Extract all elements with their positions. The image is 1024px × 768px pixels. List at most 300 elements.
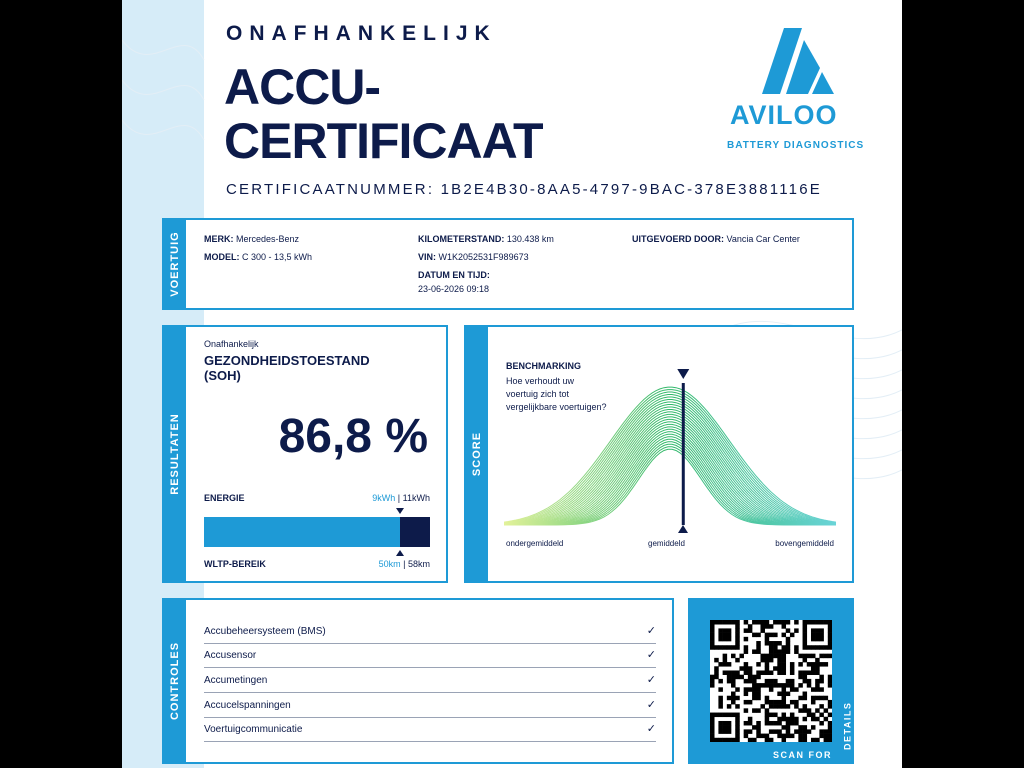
qr-module [790, 662, 795, 667]
model-label: MODEL: [204, 252, 240, 262]
eyebrow-text: ONAFHANKELIJK [226, 22, 497, 45]
qr-module [786, 729, 791, 734]
qr-module [756, 721, 761, 726]
qr-module [803, 624, 808, 629]
qr-module [714, 620, 719, 625]
qr-module [811, 666, 816, 671]
results-panel [162, 325, 448, 583]
qr-module [714, 675, 719, 680]
qr-module [756, 633, 761, 638]
mileage-value: 130.438 km [506, 234, 554, 244]
qr-module [710, 641, 715, 646]
logo-subtitle: BATTERY DIAGNOSTICS [727, 140, 865, 151]
benchmark-marker-bottom-icon [678, 525, 688, 533]
qr-module [765, 734, 770, 739]
qr-module [735, 717, 740, 722]
qr-module [727, 696, 732, 701]
qr-module [731, 645, 736, 650]
brand-line [204, 234, 299, 244]
qr-module [815, 696, 820, 701]
qr-module [735, 687, 740, 692]
qr-module [744, 700, 749, 705]
qr-module [773, 679, 778, 684]
qr-module [798, 654, 803, 659]
check-row [204, 644, 656, 668]
performed-by-value: Vancia Car Center [726, 234, 800, 244]
qr-module [744, 628, 749, 633]
qr-module [748, 729, 753, 734]
qr-module [765, 666, 770, 671]
qr-module [773, 649, 778, 654]
soh-label-line-2: (SOH) [204, 368, 241, 383]
qr-module [710, 679, 715, 684]
qr-module [731, 692, 736, 697]
qr-module [777, 641, 782, 646]
qr-module [723, 628, 728, 633]
qr-module [828, 637, 832, 642]
qr-module [735, 713, 740, 718]
qr-module [819, 696, 824, 701]
qr-module [819, 679, 824, 684]
qr-module [760, 704, 765, 709]
qr-module [744, 645, 749, 650]
qr-module [731, 683, 736, 688]
qr-module [811, 738, 816, 742]
title-line-1: ACCU- [224, 59, 381, 115]
qr-module [760, 670, 765, 675]
qr-module [769, 670, 774, 675]
qr-module [798, 729, 803, 734]
check-row [204, 718, 656, 742]
qr-module [815, 662, 820, 667]
qr-module [718, 738, 723, 742]
qr-module [824, 738, 829, 742]
check-row [204, 669, 656, 693]
qr-module [777, 717, 782, 722]
qr-module [710, 637, 715, 642]
qr-module [714, 658, 719, 663]
checkmark-icon: ✓ [646, 723, 656, 735]
qr-module [765, 620, 770, 625]
qr-module [828, 620, 832, 625]
qr-module [782, 700, 787, 705]
qr-module [765, 633, 770, 638]
qr-module [777, 721, 782, 726]
benchmark-question-line-1: Hoe verhoudt uw [506, 376, 575, 386]
energy-label: ENERGIE [204, 493, 245, 503]
qr-module [756, 696, 761, 701]
qr-module [756, 645, 761, 650]
benchmark-curve-line [504, 437, 836, 525]
qr-module [828, 713, 832, 718]
qr-module [815, 666, 820, 671]
qr-module [794, 620, 799, 625]
certificate-number [226, 181, 822, 198]
qr-module [744, 666, 749, 671]
qr-module [748, 679, 753, 684]
qr-code[interactable] [710, 620, 832, 742]
benchmark-question [506, 375, 607, 414]
qr-module [765, 641, 770, 646]
qr-module [777, 729, 782, 734]
qr-panel[interactable] [688, 598, 854, 764]
check-label: Accusensor [204, 650, 257, 661]
qr-module [714, 666, 719, 671]
qr-module [811, 725, 816, 730]
energy-current: 9kWh [372, 493, 396, 503]
qr-module [731, 738, 736, 742]
vehicle-panel [162, 218, 854, 310]
qr-module [773, 729, 778, 734]
qr-module [727, 670, 732, 675]
qr-module [794, 687, 799, 692]
qr-module [710, 721, 715, 726]
qr-module [760, 654, 765, 659]
qr-module [782, 692, 787, 697]
qr-module [731, 654, 736, 659]
qr-module [803, 704, 808, 709]
range-values [379, 559, 430, 569]
qr-module [769, 654, 774, 659]
qr-module [815, 679, 820, 684]
vin-label: VIN: [418, 252, 436, 262]
qr-module [769, 713, 774, 718]
qr-module [727, 721, 732, 726]
qr-module [769, 700, 774, 705]
qr-module [723, 658, 728, 663]
check-label: Voertuigcommunicatie [204, 724, 303, 735]
qr-module [718, 662, 723, 667]
qr-module [790, 633, 795, 638]
qr-module [819, 687, 824, 692]
qr-module [723, 721, 728, 726]
qr-module [790, 700, 795, 705]
qr-module [718, 704, 723, 709]
qr-module [828, 645, 832, 650]
qr-module [819, 721, 824, 726]
qr-module [807, 713, 812, 718]
qr-module [828, 729, 832, 734]
qr-module [786, 637, 791, 642]
qr-module [756, 683, 761, 688]
qr-module [790, 687, 795, 692]
qr-module [798, 734, 803, 739]
energy-values [372, 493, 430, 503]
qr-module [790, 721, 795, 726]
qr-module [735, 734, 740, 739]
certificate-number-label: CERTIFICAATNUMMER: [226, 181, 435, 198]
qr-module [811, 645, 816, 650]
qr-module [819, 654, 824, 659]
qr-module [744, 670, 749, 675]
qr-module [735, 670, 740, 675]
check-row [204, 694, 656, 718]
qr-module [790, 666, 795, 671]
logo-wordmark: AVILOO [730, 100, 838, 130]
model-value: C 300 - 13,5 kWh [242, 252, 313, 262]
qr-module [790, 734, 795, 739]
qr-module [765, 654, 770, 659]
qr-module [782, 624, 787, 629]
qr-module [735, 624, 740, 629]
benchmark-curve-line [504, 447, 836, 525]
qr-module [782, 666, 787, 671]
checkmark-icon: ✓ [646, 674, 656, 686]
qr-module [718, 687, 723, 692]
results-tab [164, 327, 186, 581]
qr-module [782, 725, 787, 730]
qr-module [718, 729, 723, 734]
benchmark-curve-line [504, 400, 836, 524]
qr-module [794, 649, 799, 654]
qr-module [828, 734, 832, 739]
title-line-2: CERTIFICAAT [224, 113, 543, 169]
qr-module [815, 708, 820, 713]
qr-module [798, 725, 803, 730]
qr-module [811, 670, 816, 675]
qr-module [735, 675, 740, 680]
qr-module [811, 637, 816, 642]
checks-panel [162, 598, 674, 764]
qr-module [756, 687, 761, 692]
qr-module [727, 738, 732, 742]
qr-module [727, 633, 732, 638]
qr-module [807, 679, 812, 684]
qr-module [760, 683, 765, 688]
qr-module [803, 658, 808, 663]
soh-value: 86,8 % [278, 410, 428, 463]
qr-module [828, 683, 832, 688]
qr-module [765, 670, 770, 675]
qr-module [735, 721, 740, 726]
qr-module [798, 738, 803, 742]
qr-module [718, 700, 723, 705]
qr-module [786, 645, 791, 650]
qr-module [744, 637, 749, 642]
qr-module [718, 696, 723, 701]
qr-module [760, 620, 765, 625]
qr-module [782, 734, 787, 739]
qr-module [731, 700, 736, 705]
qr-module [765, 717, 770, 722]
qr-module [777, 734, 782, 739]
marker-top-triangle-icon [396, 508, 404, 514]
qr-module [735, 738, 740, 742]
qr-module [773, 654, 778, 659]
qr-module [828, 675, 832, 680]
qr-module [815, 717, 820, 722]
qr-module [794, 721, 799, 726]
qr-module [765, 679, 770, 684]
qr-module [803, 734, 808, 739]
qr-module [815, 670, 820, 675]
vehicle-tab [164, 220, 186, 308]
qr-module [798, 683, 803, 688]
qr-module [765, 738, 770, 742]
qr-module [765, 696, 770, 701]
qr-module [714, 713, 719, 718]
qr-module [790, 679, 795, 684]
soh-label-line-1: GEZONDHEIDSTOESTAND [204, 353, 370, 368]
qr-module [748, 687, 753, 692]
qr-module [731, 696, 736, 701]
qr-module [752, 633, 757, 638]
qr-module [710, 713, 715, 718]
qr-module [828, 738, 832, 742]
qr-module [744, 721, 749, 726]
qr-module [756, 662, 761, 667]
qr-module [819, 729, 824, 734]
qr-module [815, 645, 820, 650]
qr-module [803, 692, 808, 697]
qr-module [752, 620, 757, 625]
checkmark-icon: ✓ [646, 699, 656, 711]
qr-module [803, 679, 808, 684]
qr-module [824, 620, 829, 625]
checkmark-icon: ✓ [646, 625, 656, 637]
vehicle-section-label: VOERTUIG [169, 231, 181, 297]
benchmark-title: BENCHMARKING [506, 361, 581, 371]
qr-module [727, 637, 732, 642]
qr-module [769, 704, 774, 709]
qr-module [723, 637, 728, 642]
qr-module [819, 633, 824, 638]
qr-module [786, 679, 791, 684]
qr-module [819, 675, 824, 680]
qr-module [803, 670, 808, 675]
qr-module [815, 620, 820, 625]
qr-module [819, 734, 824, 739]
qr-module [777, 649, 782, 654]
qr-module [773, 704, 778, 709]
qr-module [756, 670, 761, 675]
qr-module [786, 704, 791, 709]
qr-module [765, 721, 770, 726]
qr-module [777, 683, 782, 688]
qr-module [807, 708, 812, 713]
qr-module [807, 662, 812, 667]
qr-module [794, 729, 799, 734]
qr-module [760, 624, 765, 629]
qr-module [735, 628, 740, 633]
qr-module [824, 708, 829, 713]
marker-bottom-triangle-icon [396, 550, 404, 556]
qr-module [718, 713, 723, 718]
qr-module [803, 637, 808, 642]
details-text: DETAILS [842, 701, 852, 750]
qr-module [756, 734, 761, 739]
qr-module [723, 713, 728, 718]
soh-bar [204, 517, 430, 547]
qr-module [790, 713, 795, 718]
qr-module [811, 713, 816, 718]
qr-module [714, 645, 719, 650]
qr-module [756, 675, 761, 680]
qr-module [723, 620, 728, 625]
qr-module [727, 628, 732, 633]
check-label: Accubeheersysteem (BMS) [204, 626, 326, 637]
qr-module [723, 662, 728, 667]
qr-module [752, 683, 757, 688]
qr-module [760, 658, 765, 663]
benchmark-marker-top-icon [677, 369, 689, 379]
qr-module [773, 713, 778, 718]
qr-module [765, 658, 770, 663]
qr-module [782, 738, 787, 742]
qr-module [777, 620, 782, 625]
qr-module [710, 734, 715, 739]
qr-module [727, 729, 732, 734]
qr-module [828, 704, 832, 709]
qr-module [718, 645, 723, 650]
qr-module [828, 633, 832, 638]
qr-module [710, 675, 715, 680]
qr-module [803, 708, 808, 713]
qr-module [819, 620, 824, 625]
datetime-value: 23-06-2026 09:18 [418, 284, 490, 294]
qr-module [777, 654, 782, 659]
qr-module [803, 641, 808, 646]
qr-module [828, 679, 832, 684]
qr-module [815, 628, 820, 633]
qr-module [756, 641, 761, 646]
qr-module [735, 645, 740, 650]
qr-module [735, 658, 740, 663]
qr-module [786, 683, 791, 688]
qr-module [782, 662, 787, 667]
qr-module [782, 649, 787, 654]
qr-module [718, 633, 723, 638]
qr-module [782, 654, 787, 659]
qr-module [803, 696, 808, 701]
soh-label [204, 353, 370, 383]
label-above-average: bovengemiddeld [775, 539, 834, 548]
qr-module [798, 708, 803, 713]
qr-module [769, 729, 774, 734]
results-section-label: RESULTATEN [169, 413, 181, 495]
qr-module [803, 725, 808, 730]
qr-module [803, 675, 808, 680]
qr-module [748, 700, 753, 705]
qr-module [756, 649, 761, 654]
range-label: WLTP-BEREIK [204, 559, 266, 569]
qr-module [744, 729, 749, 734]
qr-module [769, 649, 774, 654]
range-separator: | [403, 559, 406, 569]
qr-module [807, 620, 812, 625]
qr-module [727, 675, 732, 680]
qr-module [756, 708, 761, 713]
qr-module [723, 725, 728, 730]
qr-module [782, 687, 787, 692]
qr-module [828, 721, 832, 726]
qr-module [786, 717, 791, 722]
qr-module [807, 729, 812, 734]
qr-module [786, 692, 791, 697]
score-section-label: SCORE [471, 431, 483, 477]
qr-module [756, 729, 761, 734]
qr-module [769, 633, 774, 638]
qr-module [773, 721, 778, 726]
qr-module [752, 708, 757, 713]
qr-module [790, 717, 795, 722]
mileage-label: KILOMETERSTAND: [418, 234, 505, 244]
qr-module [735, 696, 740, 701]
check-label: Accucelspanningen [204, 700, 291, 711]
qr-module [752, 675, 757, 680]
qr-module [710, 725, 715, 730]
qr-module [828, 725, 832, 730]
